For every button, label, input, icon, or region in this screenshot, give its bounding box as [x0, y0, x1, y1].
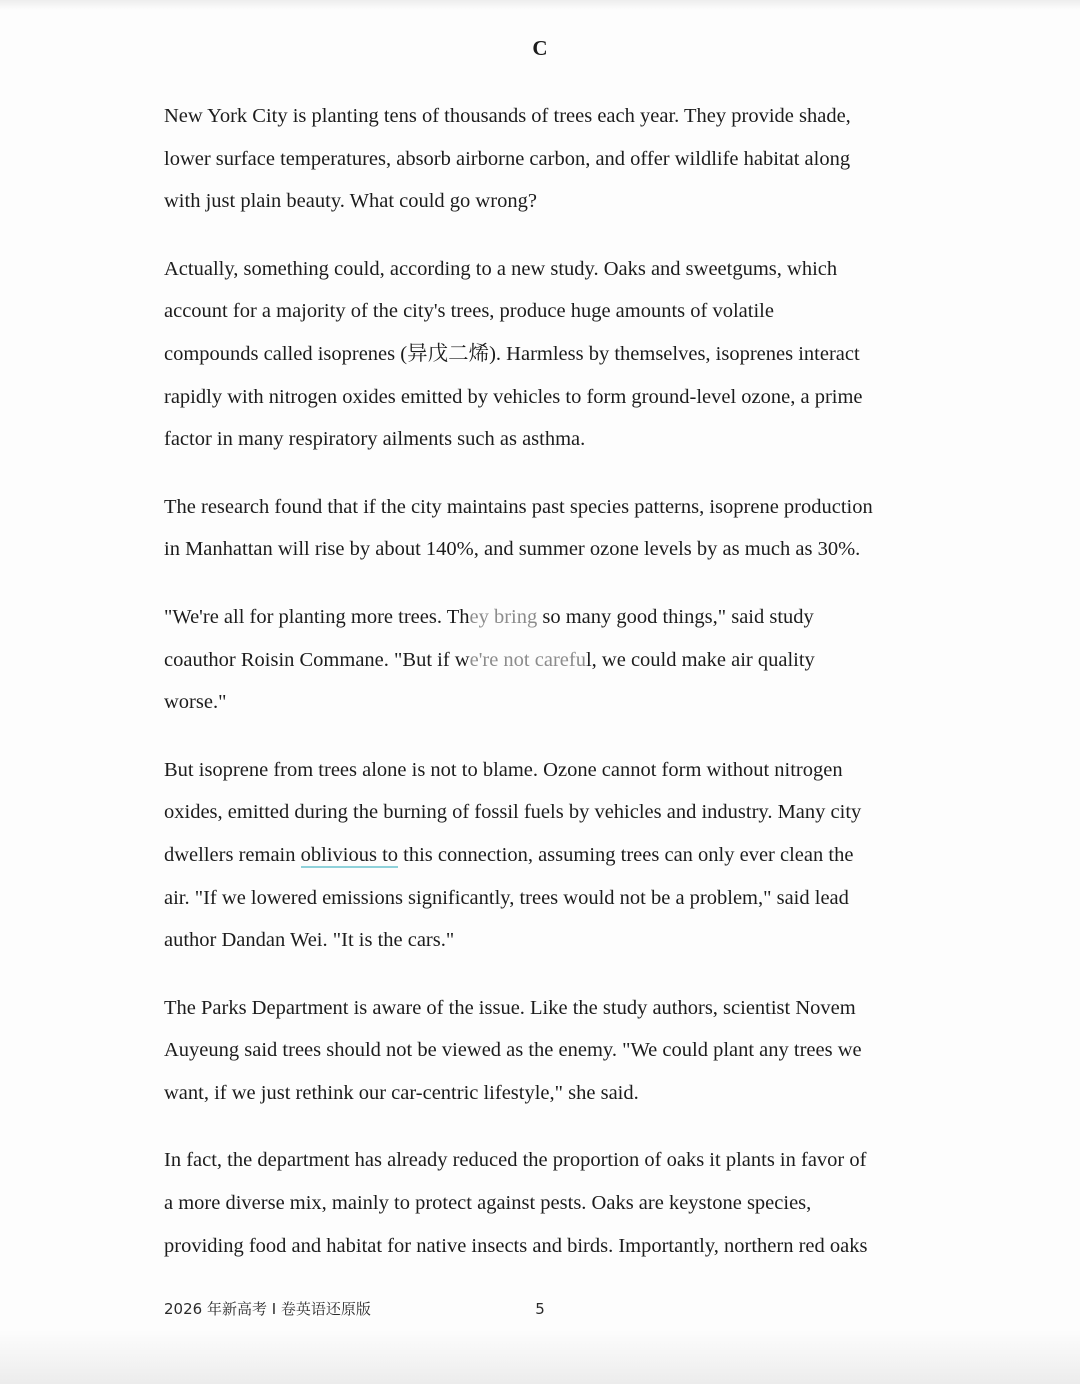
text-segment: coauthor Roisin Commane. "But if w	[164, 648, 470, 671]
text-line: In fact, the department has already reduced the proportion of oaks it plants in favor of	[164, 1149, 867, 1172]
text-line: Actually, something could, according to a new study. Oaks and sweetgums, which	[164, 257, 838, 280]
section-heading: C	[532, 36, 548, 60]
bottom-edge-shadow	[0, 1330, 1080, 1384]
text-line: compounds called isoprenes (异戊二烯). Harmless by themselves, isoprenes interact	[164, 342, 860, 365]
text-line: oxides, emitted during the burning of fossil fuels by vehicles and industry. Many city	[164, 801, 862, 824]
text-segment: l, we could make air quality	[585, 648, 815, 671]
text-segment: "We're all for planting more trees. Th	[164, 605, 470, 628]
paragraph-6	[164, 987, 924, 1115]
text-line: worse."	[164, 691, 227, 714]
text-line: lower surface temperatures, absorb airborne carbon, and offer wildlife habitat along	[164, 147, 851, 170]
text-segment: so many good things," said study	[537, 605, 814, 628]
text-line: providing food and habitat for native insects and birds. Importantly, northern red oaks	[164, 1234, 868, 1257]
text-line: air. "If we lowered emissions significantly, trees would not be a problem," said lead	[164, 886, 849, 909]
text-line: New York City is planting tens of thousands of trees each year. They provide shade,	[164, 105, 851, 127]
text-line	[164, 639, 924, 682]
paragraph-1	[164, 95, 924, 223]
text-line: factor in many respiratory ailments such as asthma.	[164, 428, 586, 451]
paragraph-2	[164, 248, 924, 461]
underlined-phrase: oblivious to	[300, 843, 399, 866]
text-segment: this connection, assuming trees can only ever clean the	[398, 843, 854, 866]
paragraph-3	[164, 486, 924, 571]
footer-title: 2026 年新高考 I 卷英语还原版	[164, 1300, 371, 1318]
text-line: The research found that if the city maintains past species patterns, isoprene production	[164, 495, 873, 518]
paragraph-7	[164, 1139, 924, 1267]
faded-text-segment: ey bring	[469, 605, 538, 628]
top-edge-shadow	[0, 0, 1080, 10]
paragraph-4	[164, 596, 924, 724]
text-line: account for a majority of the city's trees, produce huge amounts of volatile	[164, 300, 774, 323]
passage-body	[164, 95, 924, 1292]
text-line	[164, 834, 924, 877]
page-number: 5	[535, 1300, 545, 1318]
text-line	[164, 596, 924, 639]
text-line: The Parks Department is aware of the issue. Like the study authors, scientist Novem	[164, 996, 856, 1019]
text-line: in Manhattan will rise by about 140%, and summer ozone levels by as much as 30%.	[164, 538, 861, 561]
text-segment: dwellers remain	[164, 843, 301, 866]
text-line: author Dandan Wei. "It is the cars."	[164, 929, 455, 952]
text-line: rapidly with nitrogen oxides emitted by vehicles to form ground-level ozone, a prime	[164, 385, 863, 408]
faded-text-segment: e're not carefu	[469, 648, 586, 671]
text-line: a more diverse mix, mainly to protect against pests. Oaks are keystone species,	[164, 1192, 812, 1215]
text-line: with just plain beauty. What could go wrong?	[164, 190, 537, 213]
paragraph-5	[164, 749, 924, 962]
text-line: want, if we just rethink our car-centric lifestyle," she said.	[164, 1081, 639, 1104]
text-line: But isoprene from trees alone is not to blame. Ozone cannot form without nitrogen	[164, 758, 843, 781]
text-line: Auyeung said trees should not be viewed as the enemy. "We could plant any trees we	[164, 1039, 862, 1062]
